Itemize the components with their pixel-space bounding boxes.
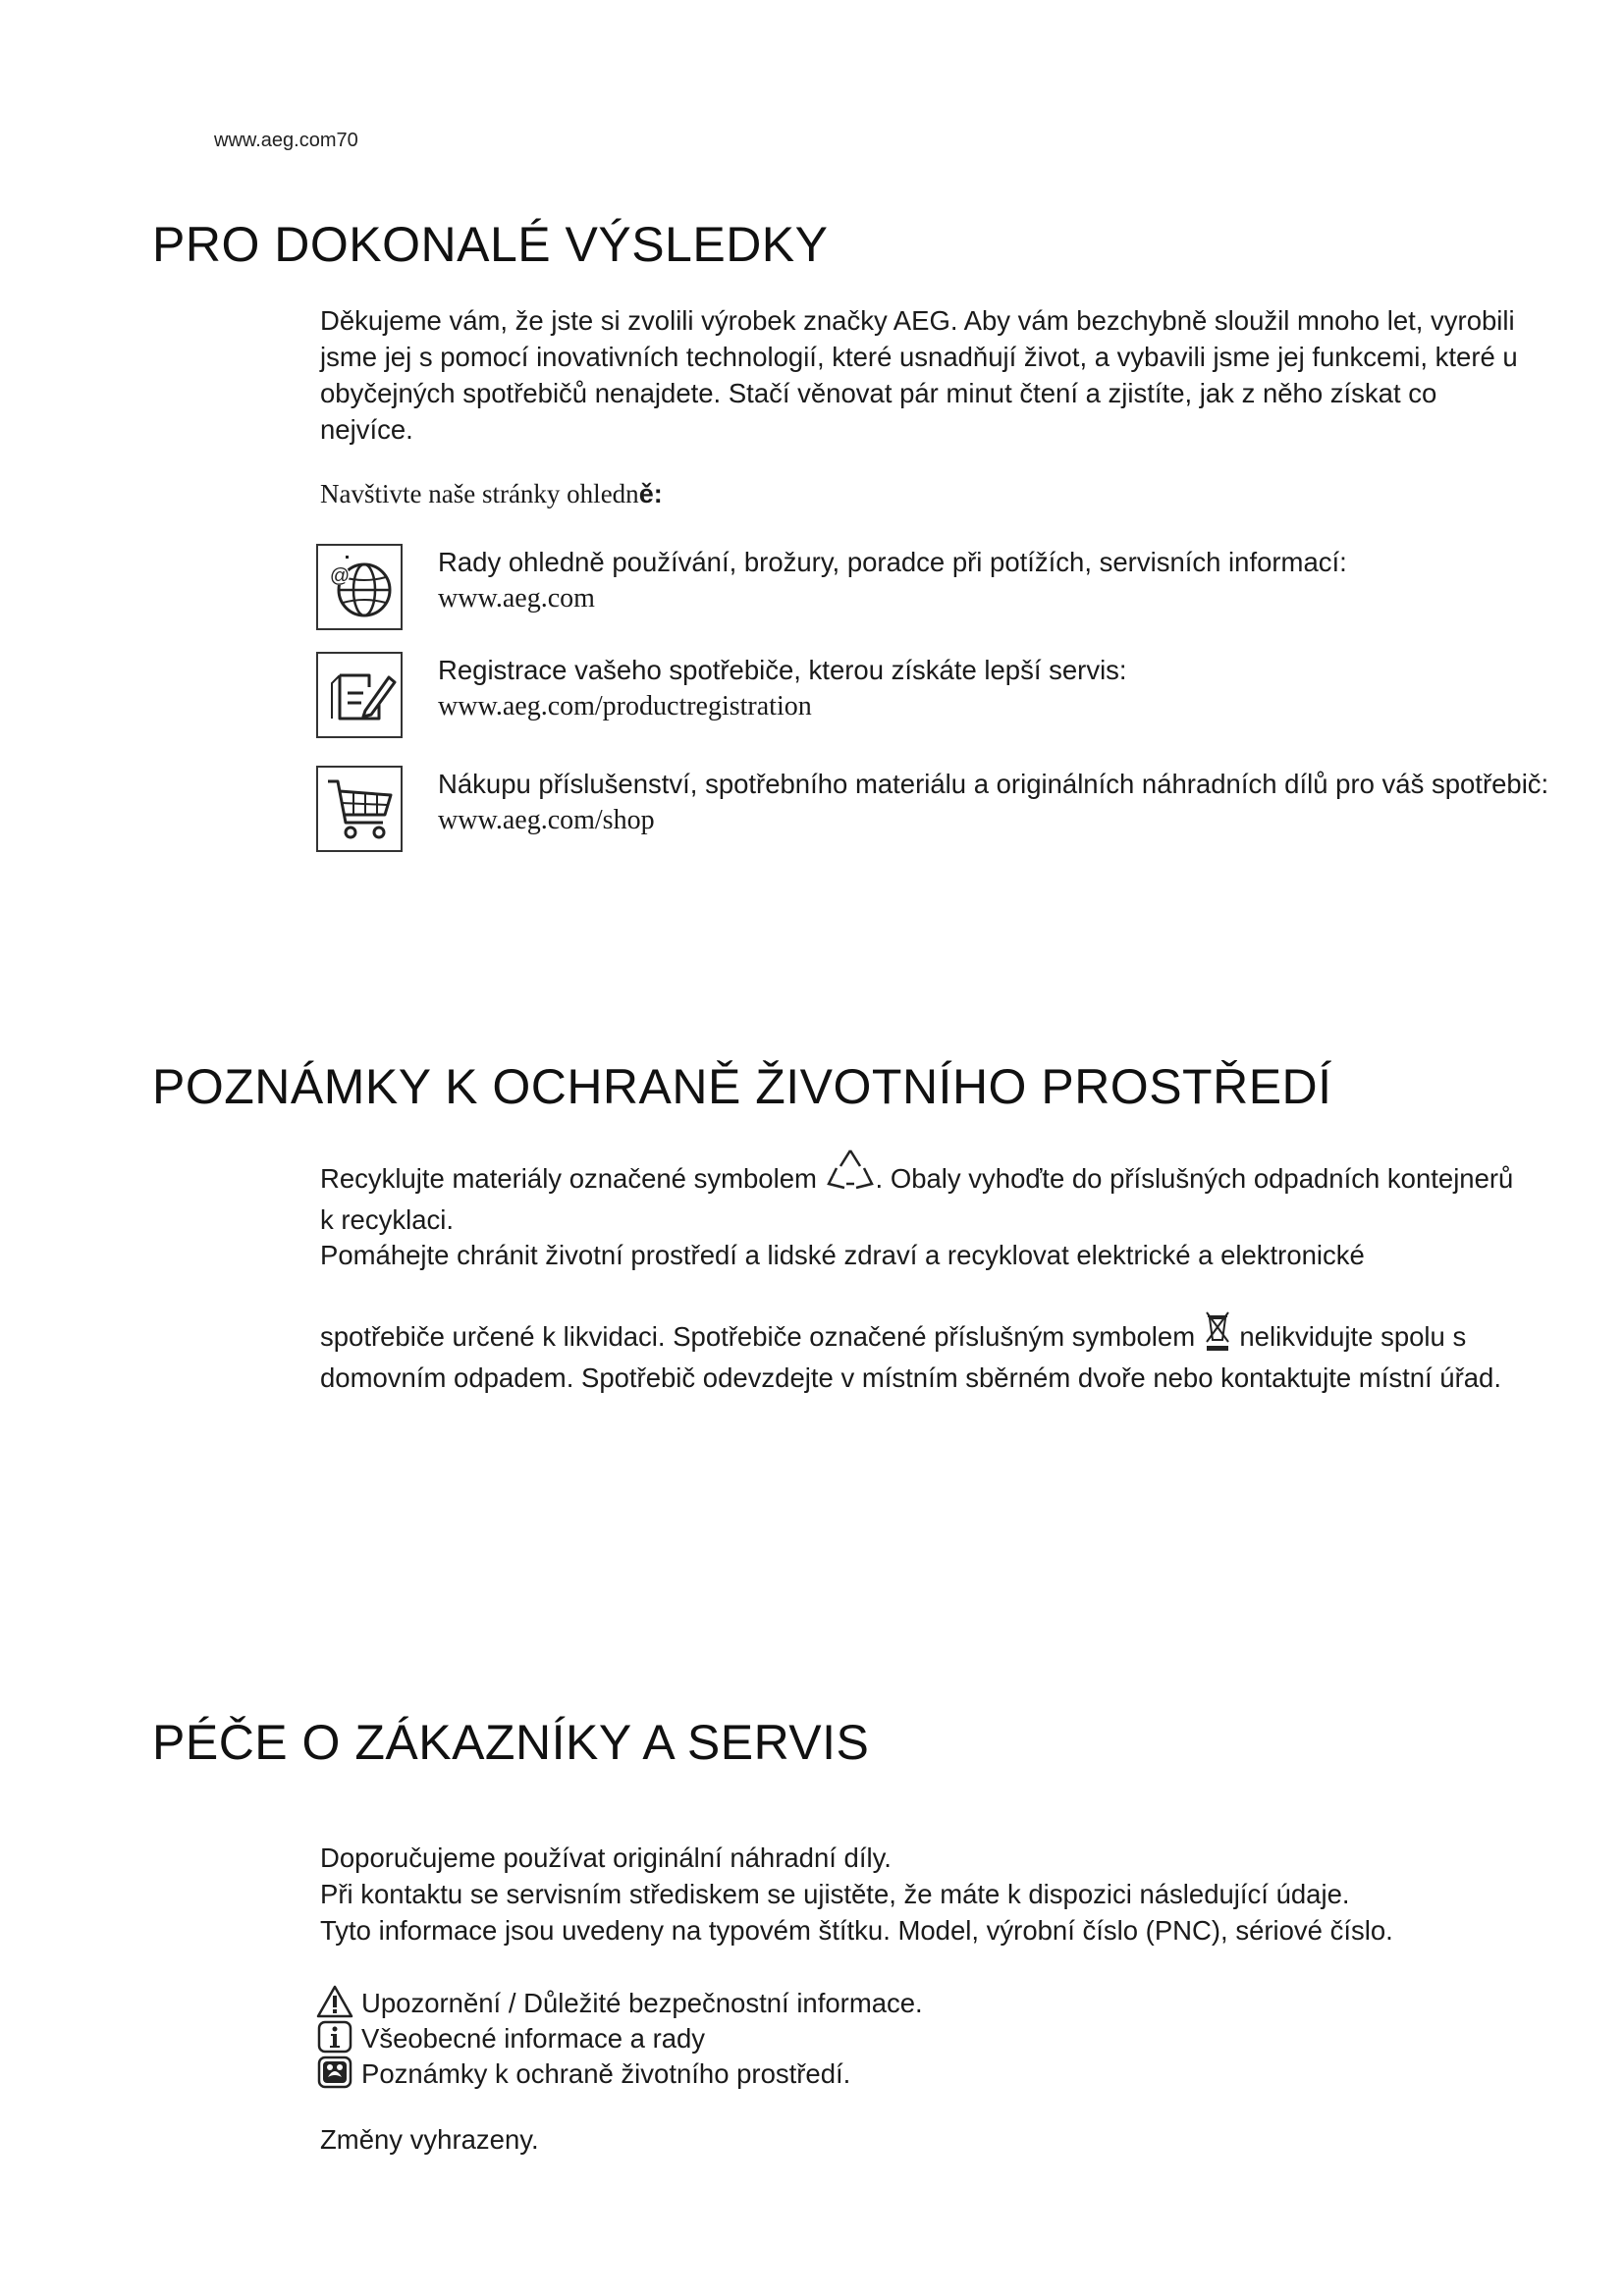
link-row-shop	[316, 766, 1553, 859]
crossed-bin-icon	[1203, 1308, 1232, 1361]
legend-text-warning: Upozornění / Důležité bezpečnostní informace.	[361, 1988, 923, 2018]
link-row-support	[316, 544, 1553, 637]
environment-text-2: Pomáhejte chránit životní prostředí a lidské zdraví a recyklovat elektrické a elektronické	[320, 1240, 1365, 1270]
legend-item-warning	[316, 1985, 923, 2021]
legend-text-environment: Poznámky k ochraně životního prostředí.	[361, 2058, 851, 2089]
link-url-shop[interactable]: www.aeg.com/shop	[438, 805, 655, 835]
link-text-registration	[438, 652, 1557, 724]
link-description: Rady ohledně používání, brožury, poradce při potížích, servisních informací:	[438, 547, 1347, 577]
link-description: Registrace vašeho spotřebiče, kterou získáte lepší servis:	[438, 655, 1127, 685]
warning-icon	[316, 1985, 353, 2018]
link-url-support[interactable]: www.aeg.com	[438, 583, 595, 614]
customer-care-text	[320, 1840, 1528, 1949]
section-title-results: PRO DOKONALÉ VÝSLEDKY	[152, 217, 829, 272]
globe-icon	[316, 544, 403, 630]
recycle-icon	[825, 1147, 876, 1202]
shopping-cart-icon	[316, 766, 403, 852]
registration-icon	[316, 652, 403, 738]
visit-text: Navštivte naše stránky ohledn	[320, 479, 639, 508]
link-text-support	[438, 544, 1557, 616]
disposal-text-after: nelikvidujte spolu s domovním odpadem. Spotřebič odevzdejte v místním sběrném dvoře nebo kontaktujte místní úřad.	[320, 1321, 1501, 1393]
care-line: Tyto informace jsou uvedeny na typovém štítku. Model, výrobní číslo (PNC), sériové číslo.	[320, 1915, 1393, 1946]
header-url: www.aeg.com70	[214, 130, 358, 151]
link-description: Nákupu příslušenství, spotřebního materiálu a originálních náhradních dílů pro váš spotřebič:	[438, 769, 1549, 799]
section-title-environment: POZNÁMKY K OCHRANĚ ŽIVOTNÍHO PROSTŘEDÍ	[152, 1059, 1332, 1114]
care-line: Doporučujeme používat originální náhradní díly.	[320, 1842, 892, 1873]
visit-line	[320, 479, 663, 509]
environment-icon	[316, 2056, 353, 2089]
link-url-registration[interactable]: www.aeg.com/productregistration	[438, 691, 812, 721]
svg-text:@: @	[329, 565, 351, 587]
recycle-text-before: Recyklujte materiály označené symbolem	[320, 1163, 817, 1194]
legend-item-info	[316, 2020, 705, 2056]
visit-text-bold: ě:	[638, 479, 663, 508]
intro-paragraph: Děkujeme vám, že jste si zvolili výrobek značky AEG. Aby vám bezchybně sloužil mnoho let, vyrobili jsme jej s pomocí inovativních technologií, které usnadňují život, a vybavili jsme jej funkcemi, které u obyčejných spotřebičů nenajdete. Stačí věnovat pár minut čtení a zjistíte, jak z něho získat co nejvíce.	[320, 305, 1518, 445]
recycle-text-after: . Obaly vyhoďte do příslušných odpadních kontejnerů k recyklaci.	[320, 1163, 1514, 1235]
environment-paragraph	[320, 1147, 1528, 1396]
info-icon	[316, 2020, 353, 2054]
link-text-shop	[438, 766, 1557, 838]
link-row-registration	[316, 652, 1553, 745]
legend-text-info: Všeobecné informace a rady	[361, 2023, 706, 2054]
changes-note: Změny vyhrazeny.	[320, 2124, 539, 2155]
legend-item-environment	[316, 2056, 850, 2092]
care-line: Při kontaktu se servisním střediskem se ujistěte, že máte k dispozici následující údaje.	[320, 1879, 1350, 1909]
section-title-customer-care: PÉČE O ZÁKAZNÍKY A SERVIS	[152, 1715, 870, 1770]
disposal-text-before: spotřebiče určené k likvidaci. Spotřebiče označené příslušným symbolem	[320, 1321, 1196, 1352]
